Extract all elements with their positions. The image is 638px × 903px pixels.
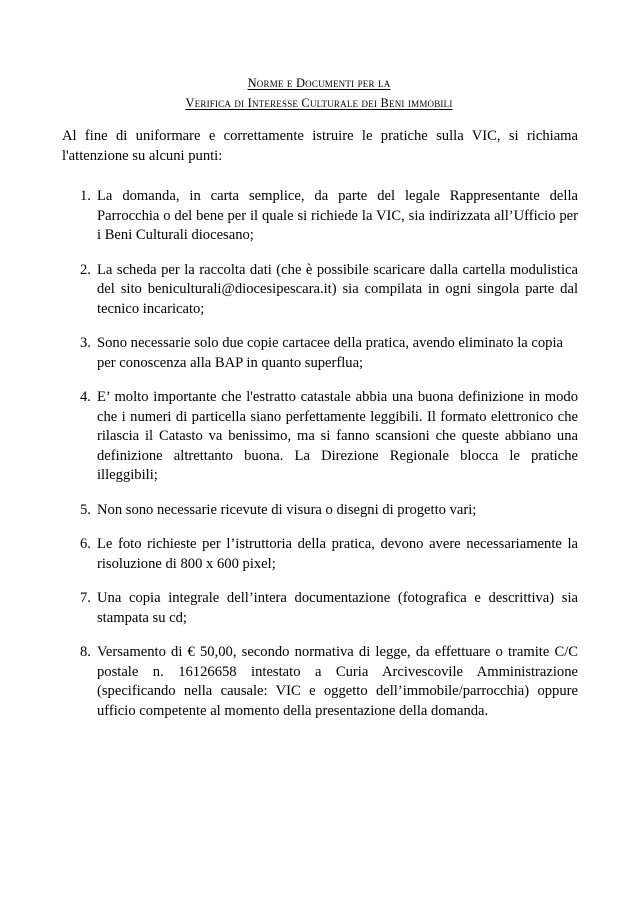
list-item-number: 3. (80, 335, 91, 351)
list-item (62, 643, 578, 721)
list-item-text: Versamento di € 50,00, secondo normativa di legge, da effettuare o tramite C/C postale n. 16126658 intestato a Curia Arcivescovile Amministrazione (specificando nella causale: VIC e oggetto dell’immobile/parrocchia) oppure ufficio competente al momento della presentazione della domanda. (97, 644, 578, 719)
list-item-number: 7. (80, 590, 91, 606)
list-item (62, 261, 578, 320)
intro-paragraph: Al fine di uniformare e correttamente istruire le pratiche sulla VIC, si richiama l'attenzione su alcuni punti: (62, 128, 578, 164)
title-line-1: Norme e Documenti per la (247, 76, 391, 90)
title-line-2: Verifica di Interesse Culturale dei Beni immobili (185, 96, 453, 110)
list-item-number: 1. (80, 188, 91, 204)
list-item (62, 187, 578, 246)
list-item-number: 2. (80, 261, 91, 278)
list-item-text: Non sono necessarie ricevute di visura o disegni di progetto vari; (97, 501, 477, 518)
list-item-text: Una copia integrale dell’intera documentazione (fotografica e descrittiva) sia stampata su cd; (97, 590, 578, 626)
list-item (62, 501, 578, 521)
list-item-text: Le foto richieste per l’istruttoria della pratica, devono avere necessariamente la risoluzione di 800 x 600 pixel; (97, 536, 578, 572)
list-item-number: 8. (80, 644, 91, 660)
list-item (62, 535, 578, 574)
list-item-text: La scheda per la raccolta dati (che è possibile scaricare dalla cartella modulistica del sito beniculturali@diocesipescara.it) sia compilata in ogni singola parte dal tecnico incaricato; (97, 261, 578, 317)
list-item (62, 334, 578, 373)
list-item-number: 6. (80, 536, 91, 552)
requirements-list (62, 187, 578, 736)
list-item-text: La domanda, in carta semplice, da parte del legale Rappresentante della Parrocchia o del bene per il quale si richiede la VIC, sia indirizzata all’Ufficio per i Beni Culturali diocesano; (97, 188, 578, 243)
list-item-text: E’ molto importante che l'estratto catastale abbia una buona definizione in modo che i numeri di particella siano perfettamente leggibili. Il formato elettronico che rilascia il Catasto va benissimo, ma si fanno scansioni che queste abbiano una definizione altrettanto buona. La Direzione Regionale blocca le pratiche illeggibili; (97, 389, 578, 483)
list-item (62, 388, 578, 486)
list-item-number: 4. (80, 389, 91, 405)
list-item-text: Sono necessarie solo due copie cartacee della pratica, avendo eliminato la copia per conoscenza alla BAP in quanto superflua; (97, 335, 563, 371)
list-item (62, 589, 578, 628)
list-item-number: 5. (80, 501, 91, 518)
